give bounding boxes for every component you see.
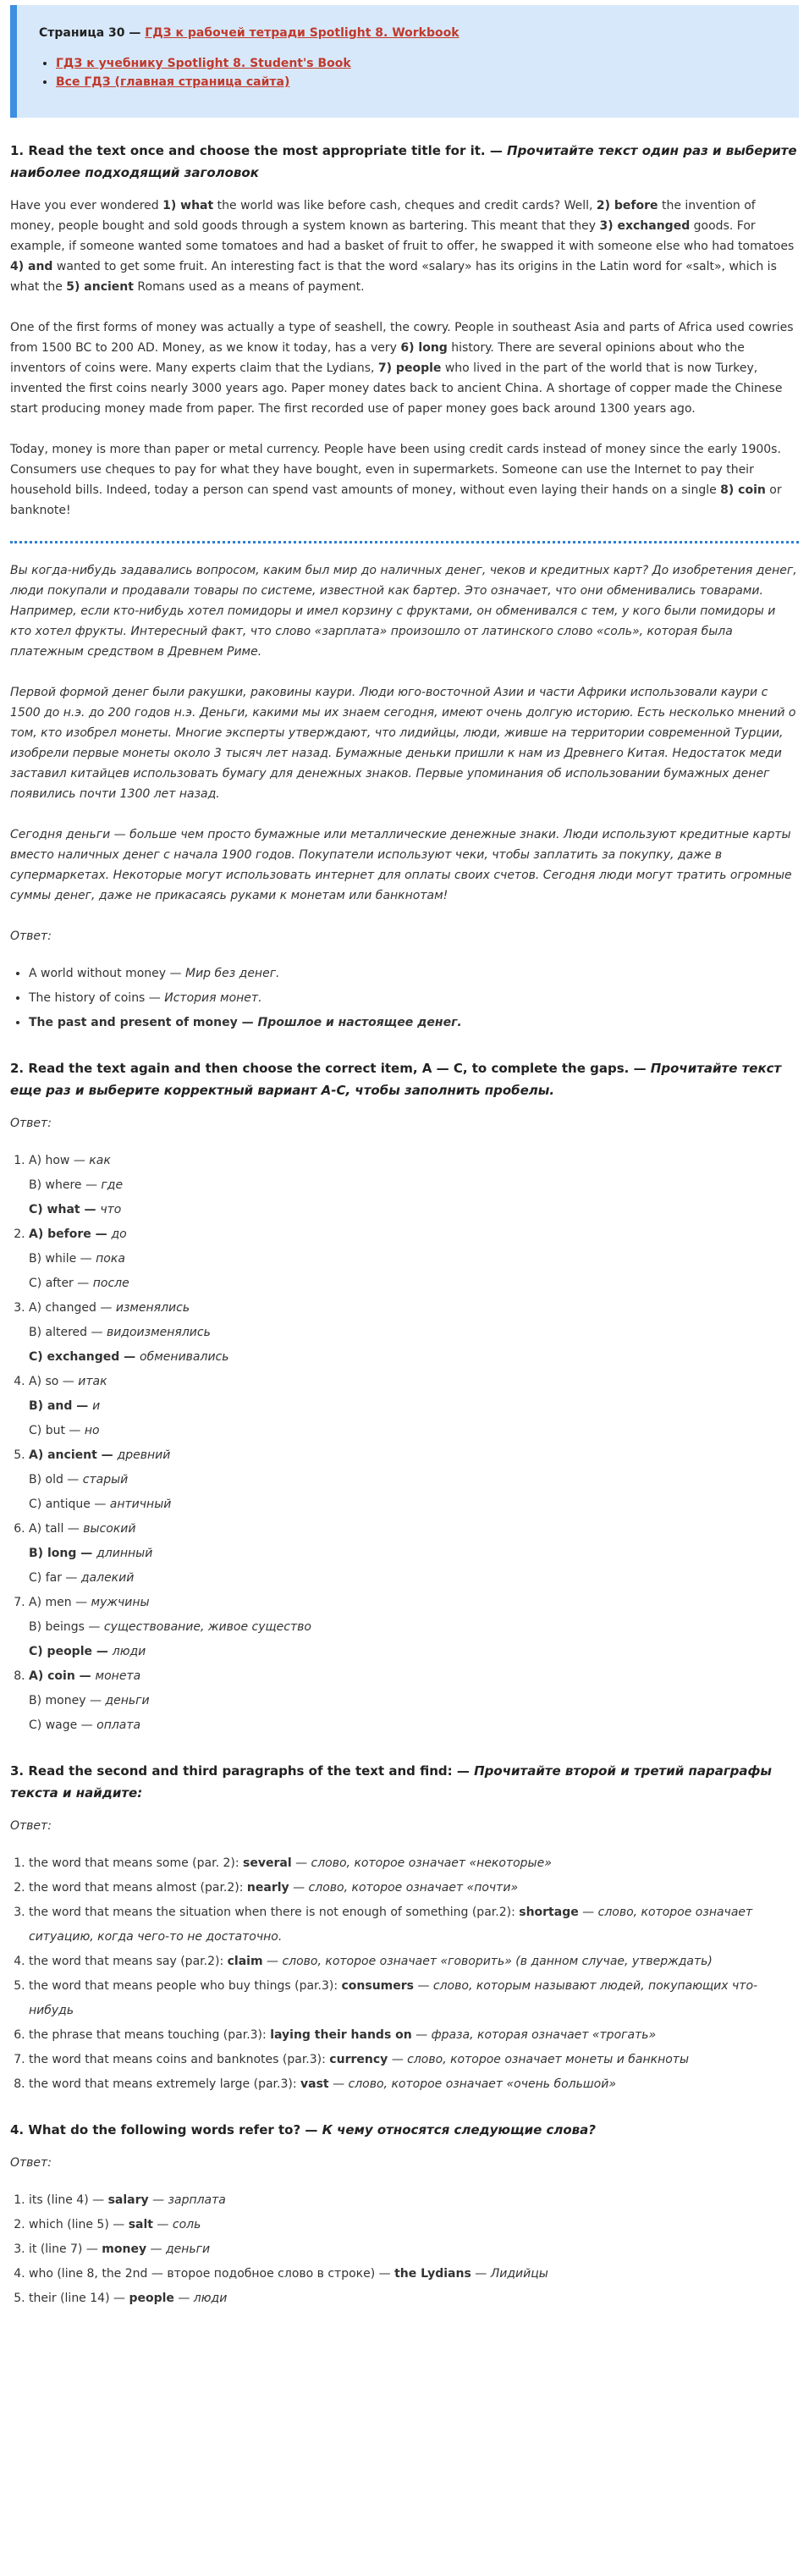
option-ru: что (100, 1203, 122, 1216)
option-en: C) what — (29, 1203, 101, 1216)
option-en: A) men — (29, 1596, 91, 1609)
option-item (29, 1492, 799, 1517)
list-item (56, 73, 777, 91)
option-item (29, 1370, 799, 1394)
option-en: C) antique — (29, 1498, 110, 1511)
option-ru: где (101, 1178, 124, 1192)
option-item (29, 1664, 799, 1689)
option-item (29, 1198, 799, 1222)
item-word: claim (227, 1955, 263, 1968)
infobox-links (39, 54, 777, 91)
item-word: salary (107, 2193, 149, 2207)
item-word: salt (128, 2218, 153, 2231)
option-en: C) far — (29, 1571, 81, 1585)
option-item (29, 1149, 799, 1173)
item-word: currency (329, 2053, 388, 2066)
answer-en: A world without money — (29, 967, 185, 980)
option-item (29, 1321, 799, 1345)
option-en: B) beings — (29, 1620, 104, 1634)
item-ru: — люди (173, 2292, 228, 2305)
option-item (29, 1615, 799, 1640)
item-word: money (102, 2242, 147, 2256)
option-ru: существование, живое существо (103, 1620, 311, 1634)
option-item (29, 1222, 799, 1247)
option-en: C) exchanged — (29, 1350, 140, 1364)
text-segment: goods. For example, if someone wanted some tomatoes and had a basket of fruit to offer, he swapped it with someone else who had tomatoes (10, 219, 795, 253)
option-item (29, 1566, 799, 1591)
q1-title: 1. Read the text once and choose the most appropriate title for it. — Прочитайте текст один раз и выберите наиболее подходящий заголовок (10, 143, 797, 180)
answer-ru-bold (257, 1016, 461, 1029)
item-ru: — слово, которое означает ситуацию, когда чего-то не достаточно. (29, 1906, 753, 1944)
item-ru: — слово, которое означает «говорить» (в данном случае, утверждать) (262, 1955, 713, 1968)
item-prompt: who (line 8, the 2nd — второе подобное слово в строке) — (29, 2267, 395, 2281)
item-prompt: it (line 7) — (29, 2242, 102, 2256)
english-text (10, 196, 799, 521)
item-ru: — слово, которое означает «почти» (289, 1881, 519, 1895)
option-ru: длинный (96, 1547, 153, 1560)
option-item (29, 1517, 799, 1542)
option-en: A) coin — (29, 1669, 96, 1683)
answer-label: Ответ: (10, 2156, 52, 2170)
option-en: B) while — (29, 1252, 96, 1266)
text-segment: Romans used as a means of payment. (133, 280, 365, 294)
item-prompt: its (line 4) — (29, 2193, 108, 2207)
item-word: consumers (341, 1979, 415, 1993)
text-segment: the invention of money, people bought and sold goods through a system known as bartering. This meant that they (10, 199, 756, 233)
infobox-header (39, 24, 777, 42)
gap-answer: 4) and (10, 260, 53, 273)
answer-ru: История монет. (164, 991, 262, 1005)
option-item (29, 1640, 799, 1664)
item-ru: — слово, которым называют людей, покупающих что-нибудь (29, 1979, 758, 2017)
item-word: laying their hands on (270, 2028, 412, 2042)
option-en: B) old — (29, 1473, 83, 1487)
list-item (29, 1950, 799, 1974)
item-prompt: the phrase that means touching (par.3): (29, 2028, 271, 2042)
option-ru: оплата (96, 1718, 141, 1732)
item-ru: — соль (152, 2218, 201, 2231)
answer-ru: Прошлое и настоящее денег. (257, 1016, 462, 1029)
option-ru: и (92, 1399, 101, 1413)
list-item (29, 2072, 799, 2097)
option-en: B) long — (29, 1547, 97, 1560)
option-item (29, 1173, 799, 1198)
option-en: B) and — (29, 1399, 93, 1413)
option-item (29, 1296, 799, 1321)
option-item (29, 1443, 799, 1468)
q3-title: 3. Read the second and third paragraphs of the text and find: — Прочитайте второй и третий параграфы текста и найдите: (10, 1763, 772, 1801)
ru-paragraph: Сегодня деньги — больше чем просто бумажные или металлические денежные знаки. Люди используют кредитные карты вместо наличных денег с начала 1900 годов. Покупатели используют чеки, чтобы заплатить за покупку, даже в супермаркетах. Некоторые могут использовать интернет для оплаты своих счетов. Сегодня люди могут тратить огромные суммы денег, даже не прикасаясь руками к монетам или банкнотам! (10, 828, 792, 902)
item-prompt: the word that means the situation when there is not enough of something (par.2): (29, 1906, 520, 1919)
list-item (29, 1876, 799, 1900)
item-word: shortage (519, 1906, 579, 1919)
text-segment: or banknote! (10, 483, 782, 517)
list-item (56, 54, 777, 73)
navigation-infobox (10, 5, 799, 118)
option-ru: изменялись (115, 1301, 190, 1315)
option-item (29, 1689, 799, 1713)
option-en: B) altered — (29, 1326, 107, 1339)
list-item (29, 2188, 799, 2213)
q1-answers (10, 962, 799, 1035)
text-segment: the world was like before cash, cheques and credit cards? Well, (213, 199, 597, 212)
answer-label: Ответ: (10, 929, 52, 943)
option-ru: пока (96, 1252, 125, 1266)
option-ru: итак (78, 1375, 107, 1388)
option-item (29, 1713, 799, 1738)
list-item (29, 2262, 799, 2286)
text-segment: Today, money is more than paper or metal currency. People have been using credit cards instead of money since the early 1900s. Consumers use cheques to pay for what they have bought, even in supermarkets. Someone can use the Internet to pay their household bills. Indeed, today a person can spend vast amounts of money, without even laying their hands on a single (10, 443, 781, 497)
option-ru: высокий (83, 1522, 136, 1536)
gap-answer: 6) long (400, 341, 448, 355)
item-word: several (243, 1856, 292, 1870)
option-en: A) how — (29, 1154, 90, 1167)
item-prompt: their (line 14) — (29, 2292, 129, 2305)
item-word: vast (300, 2077, 329, 2091)
item-prompt: the word that means coins and banknotes (par.3): (29, 2053, 330, 2066)
option-en: A) ancient — (29, 1448, 118, 1462)
option-item (29, 1247, 799, 1271)
item-word: people (129, 2292, 174, 2305)
option-item (29, 1345, 799, 1370)
option-ru: обменивались (140, 1350, 229, 1364)
q4-answers (10, 2188, 799, 2311)
option-en: C) people — (29, 1645, 113, 1658)
item-word: the Lydians (394, 2267, 471, 2281)
option-en: A) so — (29, 1375, 79, 1388)
option-en: C) wage — (29, 1718, 97, 1732)
item-prompt: the word that means people who buy things (par.3): (29, 1979, 342, 1993)
q2-answers (10, 1149, 799, 1738)
workbook-link[interactable]: ГДЗ к рабочей тетради Spotlight 8. Workbook (145, 26, 460, 40)
option-en: B) where — (29, 1178, 102, 1192)
option-en: A) tall — (29, 1522, 84, 1536)
option-ru: далекий (80, 1571, 135, 1585)
option-item (29, 1394, 799, 1419)
option-ru: но (84, 1424, 100, 1437)
text-segment: history. There are several opinions about who the inventors of coins were. Many experts claim that the Lydians, (10, 341, 745, 375)
en-paragraph (10, 196, 799, 297)
text-segment: who lived in the part of the world that is now Turkey, invented the first coins nearly 3000 years ago. Paper money dates back to ancient China. A shortage of copper made the Chinese start producing money made from paper. The first recorded use of paper money goes back around 1300 years ago. (10, 361, 783, 416)
q3-answers (10, 1851, 799, 2097)
list-item (29, 1974, 799, 2023)
item-ru: — слово, которое означает монеты и банкноты (388, 2053, 690, 2066)
item-prompt: the word that means extremely large (par.3): (29, 2077, 301, 2091)
item-prompt: the word that means say (par.2): (29, 1955, 228, 1968)
option-item (29, 1271, 799, 1296)
option-ru: мужчины (91, 1596, 150, 1609)
list-item (29, 2023, 799, 2048)
list-item (29, 1011, 799, 1035)
gap-answer: 2) before (596, 199, 658, 212)
text-segment: wanted to get some fruit. An interesting fact is that the word «salary» has its origins in the Latin word for «salt», which is what the (10, 260, 777, 294)
all-gdz-link[interactable]: Все ГДЗ (главная страница сайта) (56, 75, 290, 89)
answer-ru: Мир без денег. (184, 967, 280, 980)
gap-answer: 3) exchanged (599, 219, 691, 233)
en-paragraph (10, 439, 799, 521)
answer-label: Ответ: (10, 1117, 52, 1130)
option-en: B) money — (29, 1694, 106, 1707)
option-ru: видоизменялись (106, 1326, 211, 1339)
ru-paragraph: Первой формой денег были ракушки, раковины каури. Люди юго-восточной Азии и части Африки использовали каури с 1500 до н.э. до 200 годов н.э. Деньги, какими мы их знаем сегодня, имеют очень долгую историю. Есть несколько мнений о том, кто изобрел монеты. Многие эксперты утверждают, что лидийцы, люди, живше на территории современной Турции, изобрели первые монеты около 3 тысяч лет назад. Бумажные деньки пришли к нам из Древнего Китая. Недостаток меди заставил китайцев использовать бумагу для денежных знаков. Первые упоминания об использовании бумажных денег появились почти 1300 лет назад. (10, 686, 796, 801)
option-item (29, 1468, 799, 1492)
gap-answer: 5) ancient (66, 280, 134, 294)
option-ru: деньги (105, 1694, 150, 1707)
item-ru: — фраза, которая означает «трогать» (411, 2028, 657, 2042)
option-ru: античный (109, 1498, 172, 1511)
students-book-link[interactable]: ГДЗ к учебнику Spotlight 8. Student's Book (56, 57, 351, 70)
answer-en: The past and present of money — (29, 1016, 258, 1029)
option-ru: после (92, 1277, 129, 1290)
list-item (29, 1900, 799, 1950)
item-ru: — слово, которое означает «некоторые» (291, 1856, 552, 1870)
en-paragraph (10, 317, 799, 419)
text-segment: Have you ever wondered (10, 199, 163, 212)
q4-title: 4. What do the following words refer to? — К чему относятся следующие слова? (10, 2122, 596, 2137)
list-item (29, 2048, 799, 2072)
list-item (29, 2213, 799, 2237)
dotted-separator (10, 541, 799, 543)
option-en: A) before — (29, 1227, 112, 1241)
list-item (29, 2237, 799, 2262)
list-item (29, 1851, 799, 1876)
item-ru: — зарплата (148, 2193, 226, 2207)
ru-paragraph: Вы когда-нибудь задавались вопросом, каким был мир до наличных денег, чеков и кредитных карт? До изобретения денег, люди покупали и продавали товары по системе, известной как бартер. Это означает, что они обменивались товарами. Например, если кто-нибудь хотел помидоры и имел корзину с фруктами, он обменивался с тем, у кого были помидоры и кто хотел фрукты. Интересный факт, что слово «зарплата» произошло от латинского слово «соль», которая была платежным средством в Древнем Риме. (10, 564, 797, 659)
option-en: C) but — (29, 1424, 85, 1437)
item-prompt: which (line 5) — (29, 2218, 129, 2231)
option-ru: как (89, 1154, 111, 1167)
russian-translation (10, 560, 799, 906)
option-item (29, 1591, 799, 1615)
item-ru: — слово, которое означает «очень большой» (328, 2077, 616, 2091)
option-ru: до (111, 1227, 127, 1241)
list-item (29, 986, 799, 1011)
answer-label: Ответ: (10, 1819, 52, 1833)
item-ru: — Лидийцы (471, 2267, 548, 2281)
option-en: A) changed — (29, 1301, 116, 1315)
gap-answer: 8) coin (720, 483, 766, 497)
option-ru: старый (82, 1473, 129, 1487)
q2-title: 2. Read the text again and then choose the correct item, A — C, to complete the gaps. — Прочитайте текст еще раз и выберите корректный вариант A-C, чтобы заполнить пробелы. (10, 1061, 782, 1098)
item-word: nearly (246, 1881, 289, 1895)
option-en: C) after — (29, 1277, 93, 1290)
list-item (29, 2286, 799, 2311)
option-item (29, 1542, 799, 1566)
gap-answer: 1) what (162, 199, 214, 212)
list-item (29, 962, 799, 986)
option-ru: люди (112, 1645, 146, 1658)
option-ru: монета (95, 1669, 141, 1683)
text-segment: One of the first forms of money was actually a type of seashell, the cowry. People in southeast Asia and parts of Africa used cowries from 1500 BC to 200 AD. Money, as we know it today, has a very (10, 321, 794, 355)
page-label: Страница 30 — (39, 26, 146, 40)
option-item (29, 1419, 799, 1443)
option-ru: древний (117, 1448, 171, 1462)
item-prompt: the word that means almost (par.2): (29, 1881, 247, 1895)
item-prompt: the word that means some (par. 2): (29, 1856, 244, 1870)
answer-en: The history of coins — (29, 991, 165, 1005)
item-ru: — деньги (146, 2242, 211, 2256)
gap-answer: 7) people (377, 361, 442, 375)
